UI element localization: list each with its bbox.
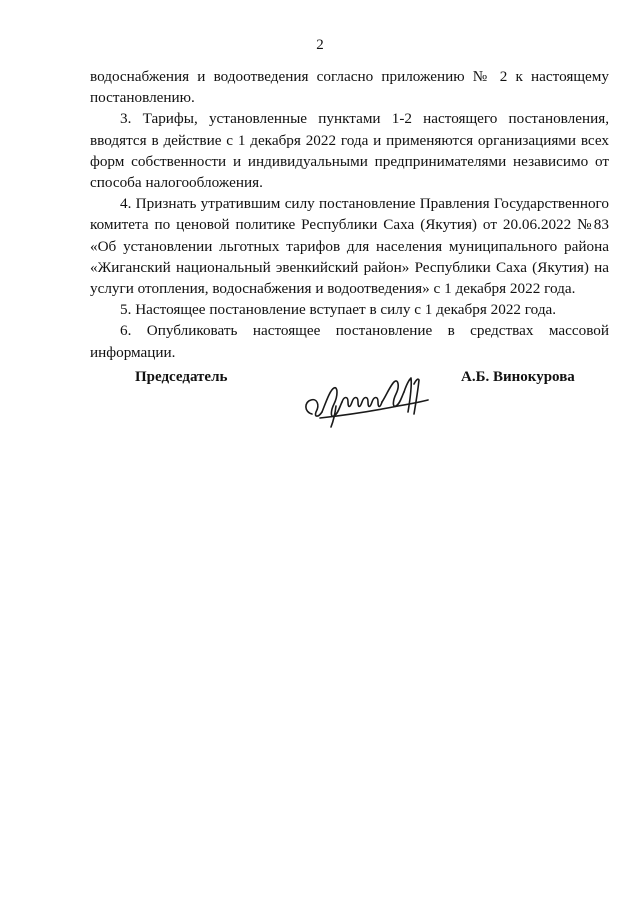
handwritten-signature bbox=[298, 372, 433, 430]
signatory-name: А.Б. Винокурова bbox=[461, 369, 575, 385]
paragraph-repeal-resolution: 4. Признать утратившим силу постановление Правления Государственного комитета по ценовой политике Республики Саха (Якутия) от 20.06.2022 №83 «Об установлении льготных тарифов для населения муниципального района «Жиганский национальный эвенкийский район» Республики Саха (Якутия) на услуги отопления, водоснабжения и водоотведения» с 1 декабря 2022 года. bbox=[90, 195, 609, 298]
document-body bbox=[90, 66, 609, 363]
paragraph-entry-into-force: 5. Настоящее постановление вступает в силу с 1 декабря 2022 года. bbox=[120, 301, 557, 319]
signature-block bbox=[0, 368, 640, 438]
paragraph-publication: 6. Опубликовать настоящее постановление в средствах массовой информации. bbox=[90, 322, 609, 361]
paragraph-continuation: водоснабжения и водоотведения согласно приложению № 2 к настоящему постановлению. bbox=[90, 68, 609, 107]
signatory-title: Председатель bbox=[135, 369, 228, 385]
page-number: 2 bbox=[316, 37, 324, 53]
paragraph-tariffs-effective-date: 3. Тарифы, установленные пунктами 1-2 настоящего постановления, вводятся в действие с 1 декабря 2022 года и применяются организациями всех форм собственности и индивидуальными предпринимателями независимо от способа налогообложения. bbox=[90, 110, 609, 192]
